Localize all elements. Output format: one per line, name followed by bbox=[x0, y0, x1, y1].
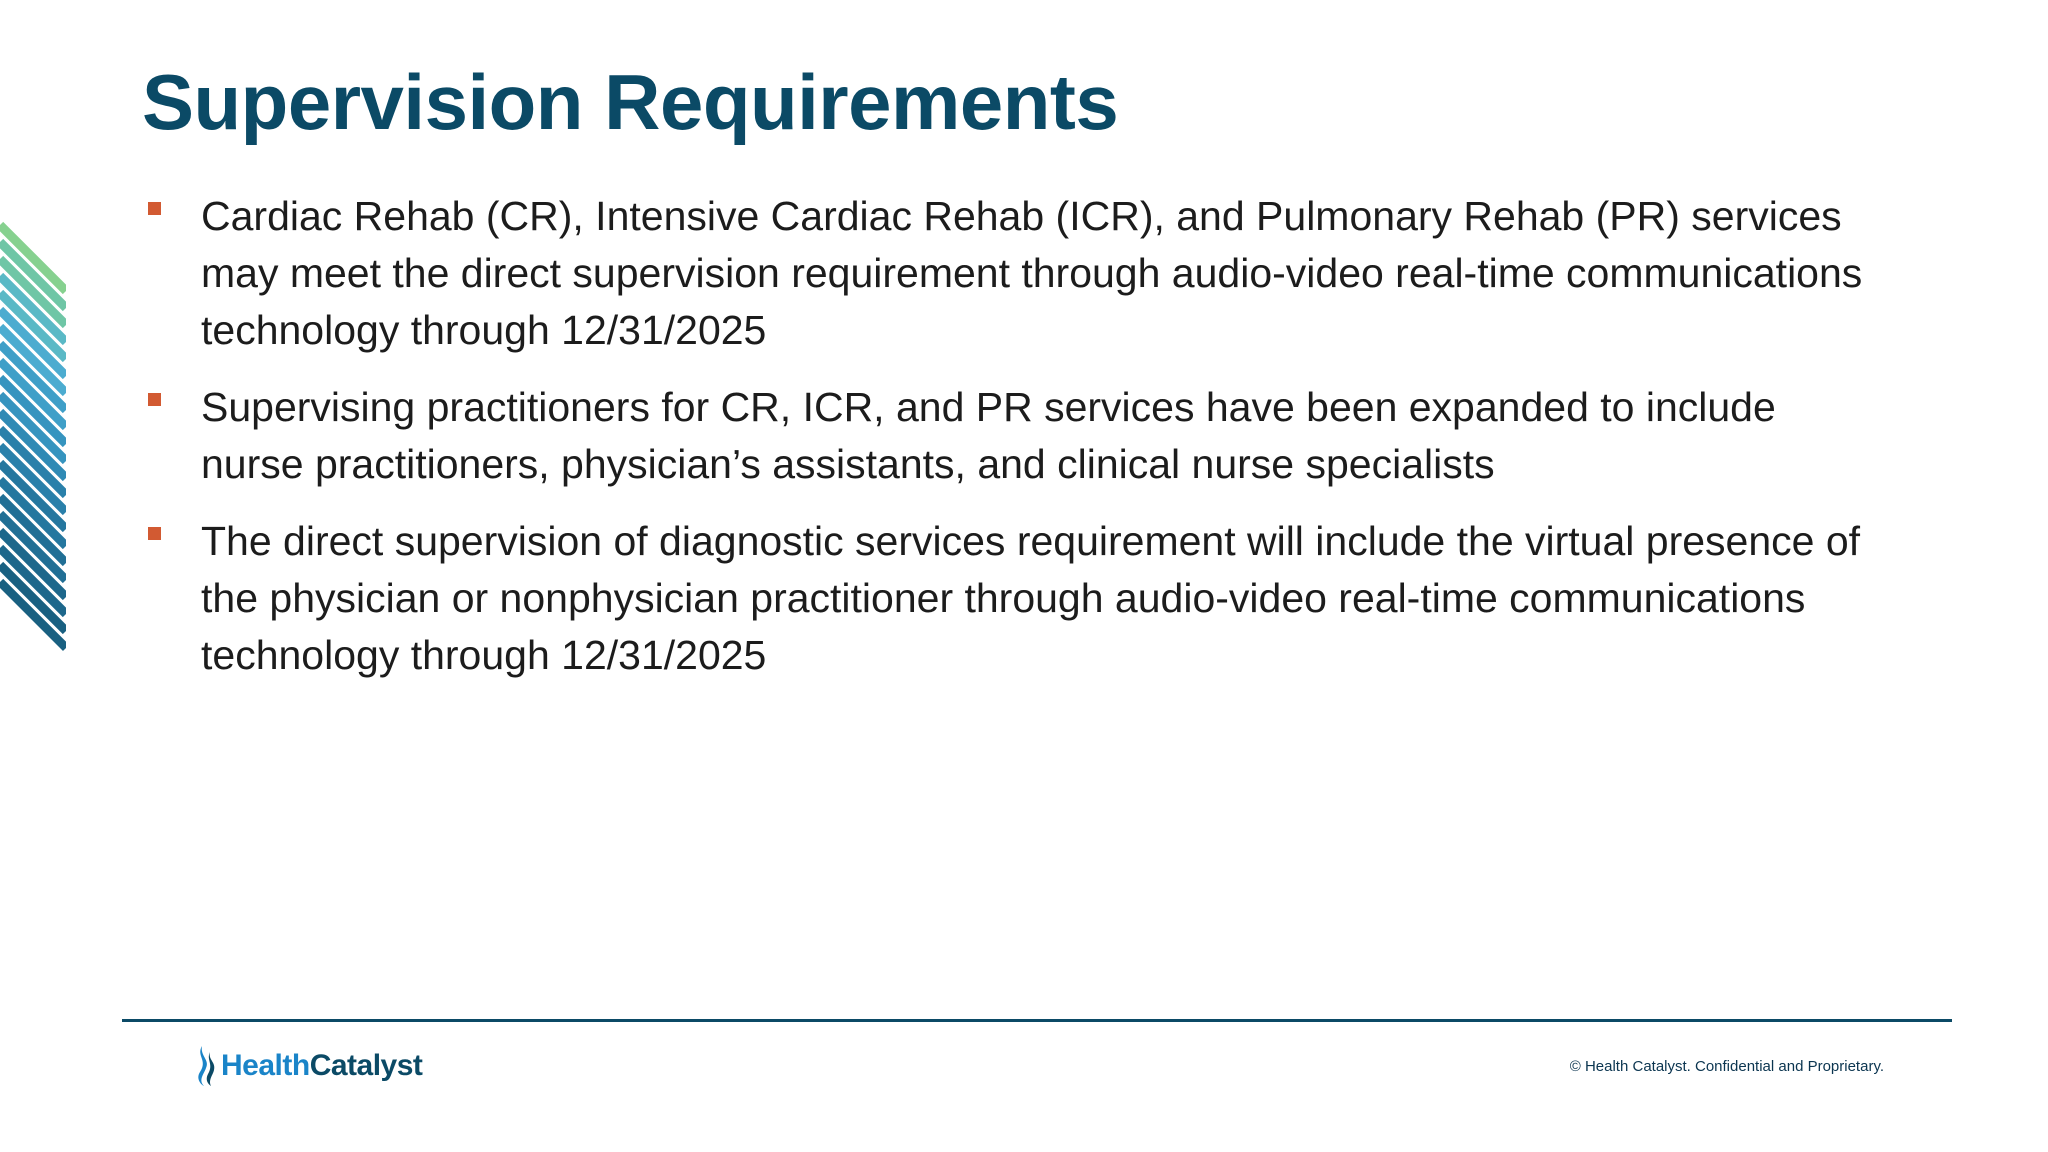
bullet-text: The direct supervision of diagnostic services requirement will include the virtual presence of the physician or nonphysician practitioner through audio-video real-time communications technology through 12/31/2025 bbox=[201, 518, 1861, 678]
footer-divider bbox=[122, 1019, 1952, 1022]
health-catalyst-logo bbox=[192, 1044, 422, 1088]
bullet-item bbox=[142, 513, 1882, 684]
diagonal-stripes-decoration bbox=[0, 218, 66, 654]
bullet-text: Cardiac Rehab (CR), Intensive Cardiac Rehab (ICR), and Pulmonary Rehab (PR) services may meet the direct supervision requirement through audio-video real-time communications technology through 12/31/2025 bbox=[201, 193, 1863, 353]
bullet-text: Supervising practitioners for CR, ICR, and PR services have been expanded to include nurse practitioners, physician’s assistants, and clinical nurse specialists bbox=[201, 384, 1776, 487]
logo-wordmark bbox=[221, 1044, 422, 1088]
logo-word-catalyst: Catalyst bbox=[309, 1049, 423, 1082]
logo-word-health: Health bbox=[221, 1049, 310, 1082]
square-bullet-icon bbox=[148, 527, 161, 540]
copyright-notice: © Health Catalyst. Confidential and Proprietary. bbox=[1569, 1058, 1884, 1075]
bullet-item bbox=[142, 188, 1882, 359]
health-catalyst-flame-icon bbox=[192, 1044, 218, 1088]
slide-title: Supervision Requirements bbox=[142, 58, 1119, 146]
bullet-list bbox=[142, 188, 1882, 704]
square-bullet-icon bbox=[148, 393, 161, 406]
square-bullet-icon bbox=[148, 202, 161, 215]
bullet-item bbox=[142, 379, 1882, 493]
